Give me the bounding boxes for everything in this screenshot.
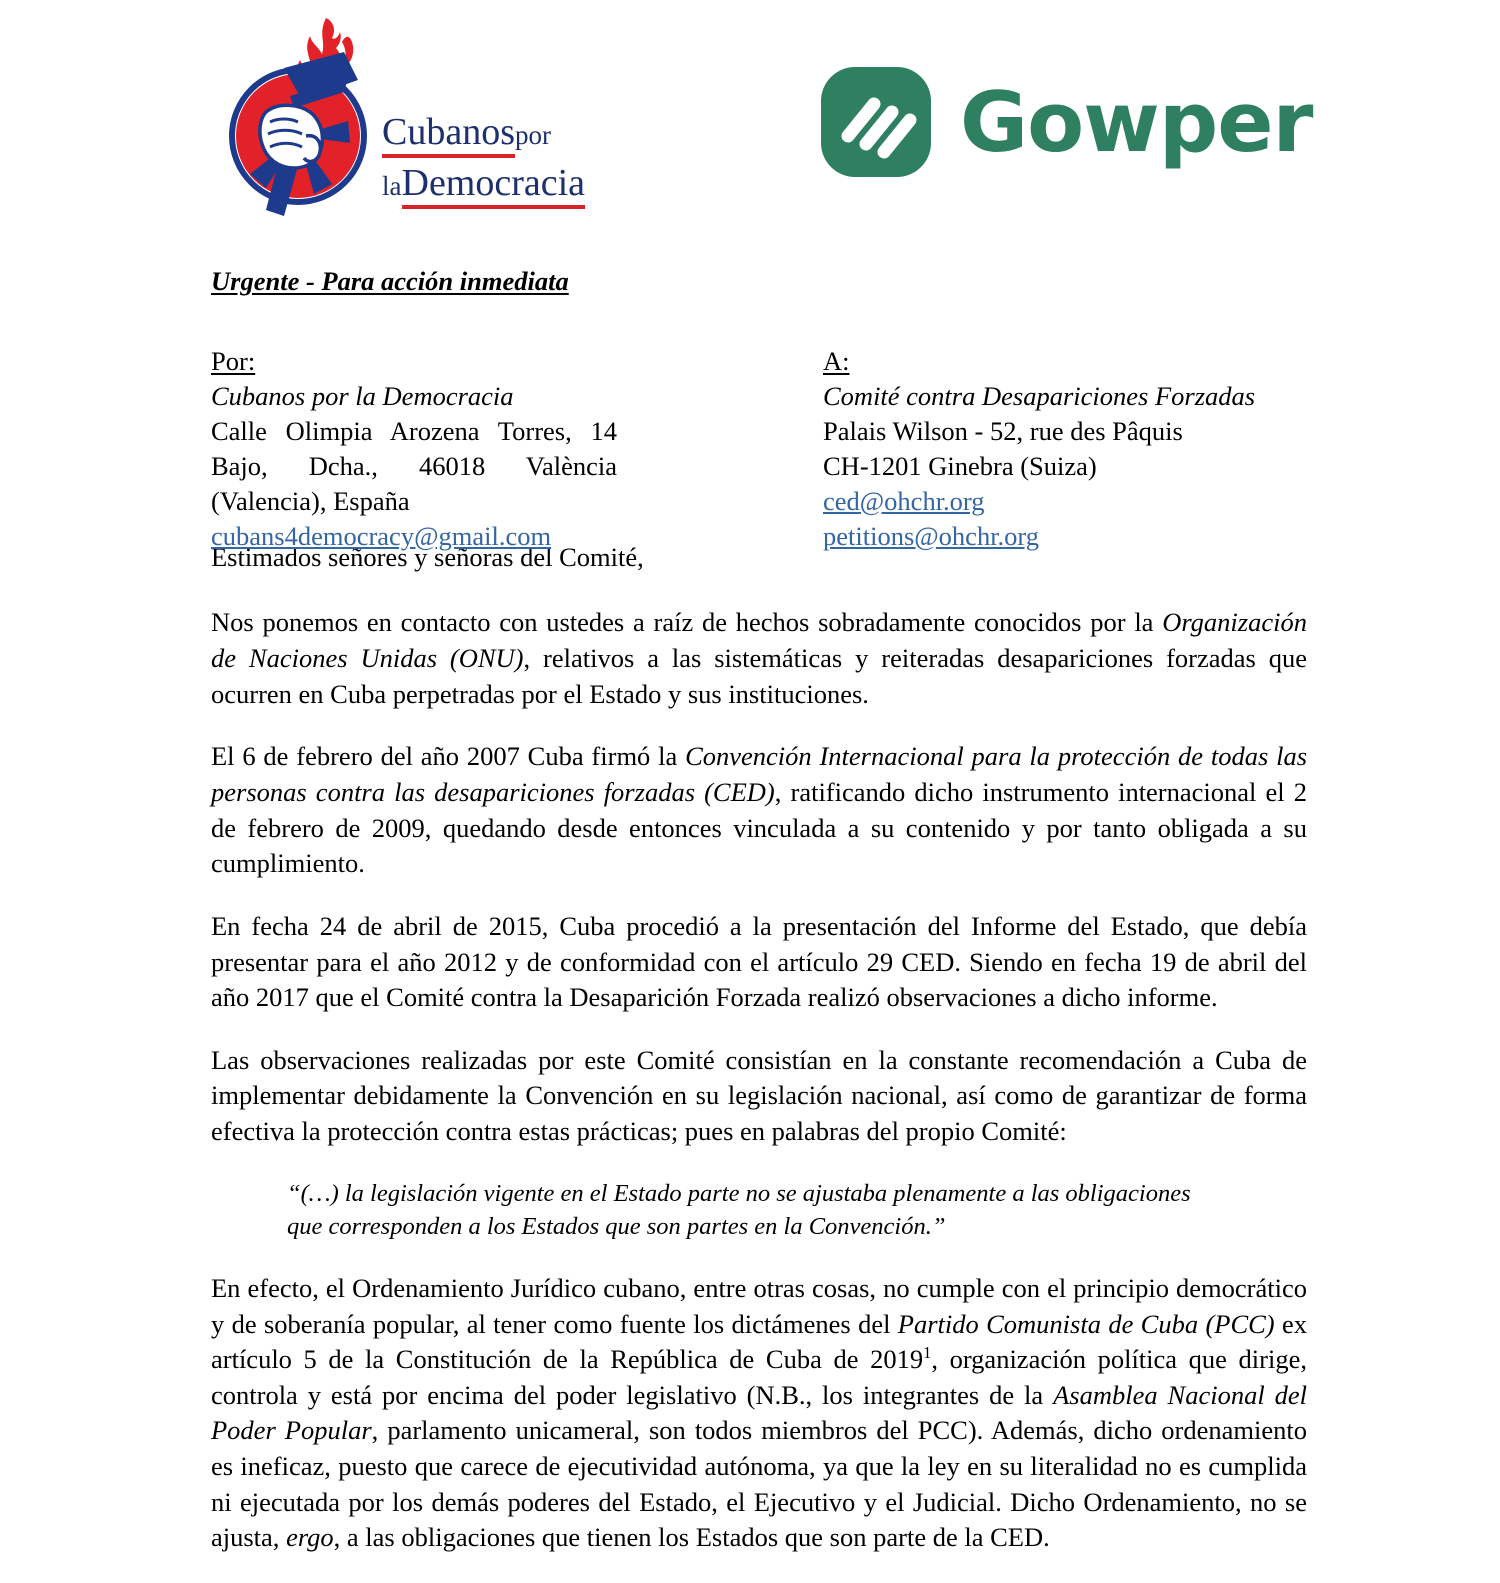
paragraph-5-emphasis-asamblea: Asamblea Nacional del Poder Popular bbox=[211, 1379, 1307, 1446]
cpd-logo-wordmark bbox=[382, 113, 627, 202]
recipient-email-link-1[interactable]: ced@ohchr.org bbox=[823, 485, 985, 516]
paragraph-5-part-a: En efecto, el Ordenamiento Jurídico cubano, entre otras cosas, no cumple con el principio democrático y de soberanía popular, al tener como fuente los dictámenes del bbox=[211, 1272, 1307, 1339]
cpd-logo-la: la bbox=[382, 171, 402, 201]
sender-address bbox=[211, 344, 617, 554]
salutation: Estimados señores y señoras del Comité, bbox=[211, 541, 644, 572]
footnote-marker: 1 bbox=[923, 1343, 932, 1363]
paragraph-2-part-a: El 6 de febrero del año 2007 Cuba firmó la bbox=[211, 741, 686, 772]
recipient-email-link-2[interactable]: petitions@ohchr.org bbox=[823, 520, 1040, 551]
paragraph-5-part-d: , parlamento unicameral, son todos miembros del PCC). Además, dicho ordenamiento es ineficaz, puesto que carece de ejecutividad autónoma, ya que la ley en su literalidad no es cumplida ni ejecutada por los demás poderes del Estado, el Ejecutivo y el Judicial. Dicho Ordenamiento, no se ajusta, bbox=[211, 1415, 1307, 1553]
sender-street-line-3: (Valencia), España bbox=[211, 485, 410, 516]
paragraph-5-part-b: ex artículo 5 de la Constitución de la República de Cuba de 2019 bbox=[211, 1308, 1307, 1375]
paragraph-1-emphasis: Organización de Naciones Unidas (ONU) bbox=[211, 607, 1307, 674]
torch-fist-flame-icon bbox=[222, 8, 392, 223]
cpd-logo-cubanos: Cubanos bbox=[382, 111, 515, 158]
sender-street-line-1: Calle Olimpia Arozena Torres, 14 bbox=[211, 415, 617, 446]
sender-street-line-2: Bajo, Dcha., 46018 València bbox=[211, 450, 617, 481]
recipient-street-line-2: CH-1201 Ginebra (Suiza) bbox=[823, 450, 1097, 481]
sender-org: Cubanos por la Democracia bbox=[211, 380, 514, 411]
letter-body bbox=[211, 264, 1307, 1583]
paragraph-5-part-c: , organización política que dirige, controla y está por encima del poder legislativo (N.B., los integrantes de la bbox=[211, 1344, 1307, 1410]
paragraph-4: Las observaciones realizadas por este Comité consistían en la constante recomendación a Cuba de implementar debidamente la Convención en su legislación nacional, así como de garantizar de forma efectiva la protección contra estas prácticas; pues en palabras del propio Comité: bbox=[211, 1044, 1307, 1147]
paragraph-2 bbox=[211, 739, 1307, 882]
paragraph-5 bbox=[211, 1271, 1307, 1556]
recipient-address bbox=[823, 344, 1263, 554]
gowper-slashes-icon bbox=[818, 64, 934, 180]
recipient-street-line-1: Palais Wilson - 52, rue des Pâquis bbox=[823, 415, 1183, 446]
sender-street bbox=[211, 414, 617, 519]
sender-email-link[interactable]: cubans4democracy@gmail.com bbox=[211, 520, 552, 551]
recipient-org: Comité contra Desapariciones Forzadas bbox=[823, 380, 1256, 411]
gowper-wordmark: Gowper bbox=[960, 73, 1313, 171]
paragraph-1-part-a: Nos ponemos en contacto con ustedes a raíz de hechos sobradamente conocidos por la bbox=[211, 607, 1163, 638]
committee-quote: “(…) la legislación vigente en el Estado parte no se ajustaba plenamente a las obligaciones que corresponden a los Estados que son partes en la Convención.” bbox=[287, 1179, 1191, 1240]
paragraph-3: En fecha 24 de abril de 2015, Cuba procedió a la presentación del Informe del Estado, que debía presentar para el año 2012 y de conformidad con el artículo 29 CED. Siendo en fecha 19 de abril del año 2017 que el Comité contra la Desaparición Forzada realizó observaciones a dicho informe. bbox=[211, 910, 1307, 1013]
paragraph-2-part-b: , ratificando dicho instrumento internacional el 2 de febrero de 2009, quedando desde entonces vinculada a su contenido y por tanto obligada a su cumplimiento. bbox=[211, 776, 1307, 879]
paragraph-1 bbox=[211, 605, 1307, 712]
paragraph-2-emphasis: Convención Internacional para la protección de todas las personas contra las desapariciones forzadas (CED) bbox=[211, 741, 1308, 807]
cubanos-por-la-democracia-logo bbox=[222, 8, 622, 223]
urgent-notice: Urgente - Para acción inmediata bbox=[211, 266, 569, 296]
paragraph-5-emphasis-pcc: Partido Comunista de Cuba (PCC) bbox=[897, 1308, 1275, 1339]
gowper-logo bbox=[818, 62, 1318, 182]
cpd-logo-por: por bbox=[515, 120, 551, 150]
paragraph-5-part-e: , a las obligaciones que tienen los Estados que son parte de la CED. bbox=[333, 1522, 1050, 1553]
paragraph-1-part-b: , relativos a las sistemáticas y reiteradas desapariciones forzadas que ocurren en Cuba perpetradas por el Estado y sus instituciones. bbox=[211, 643, 1307, 709]
document-header bbox=[0, 0, 1500, 240]
sender-label: Por: bbox=[211, 345, 256, 376]
recipient-label: A: bbox=[823, 345, 850, 376]
cpd-logo-democracia: Democracia bbox=[402, 162, 586, 209]
paragraph-5-emphasis-ergo: ergo bbox=[286, 1522, 334, 1553]
address-block bbox=[211, 344, 1307, 551]
